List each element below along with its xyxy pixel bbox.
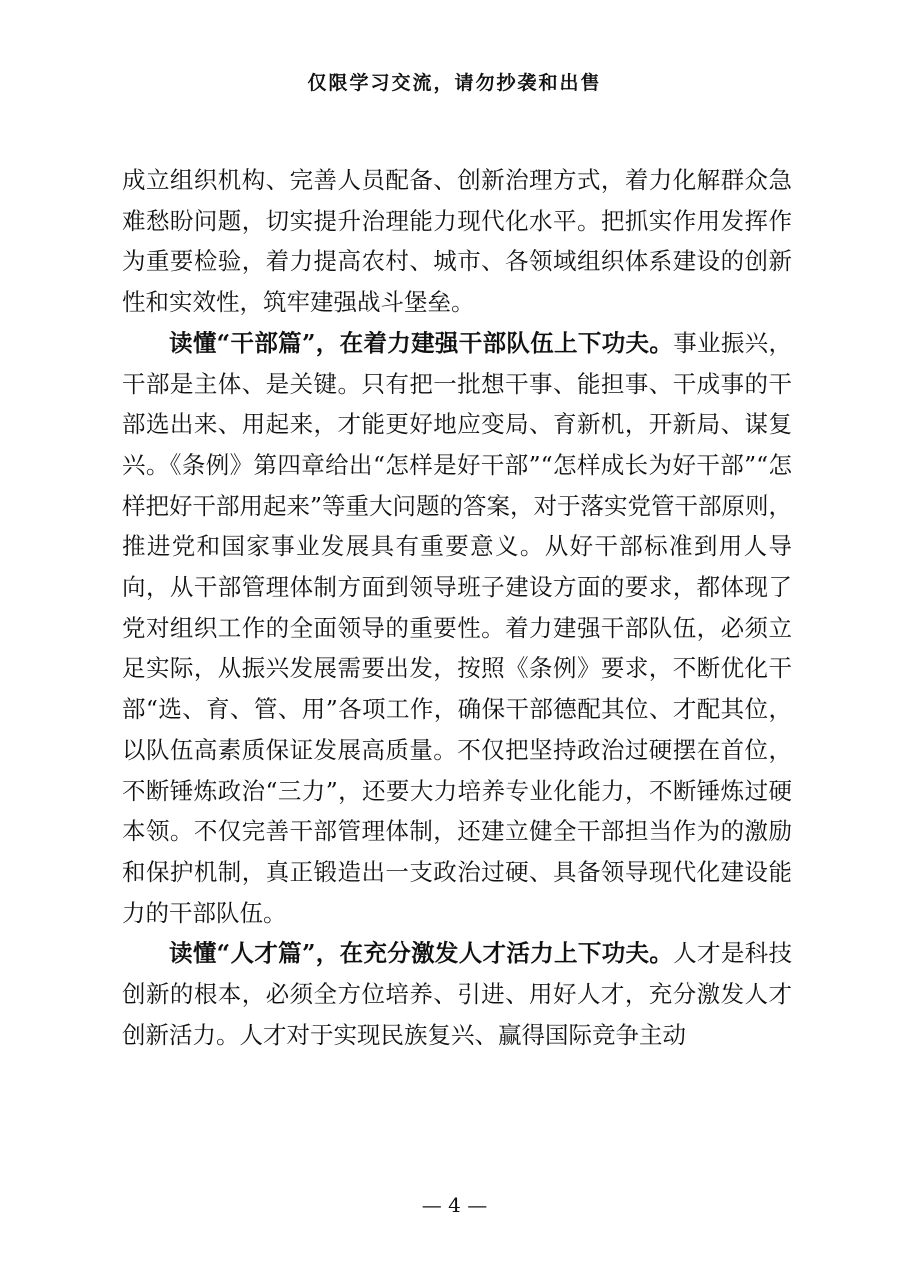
paragraph-text: 事业振兴，干部是主体、是关键。只有把一批想干事、能担事、干成事的干部选出来、用起来，才能更好地应变局、育新机，开新局、谋复兴。《条例》第四章给出“怎样是好干部”“怎样成长为好干部”“怎样把好干部用起来”等重大问题的答案，对于落实党管干部原则，推进党和国家事业发展具有重要意义。从好干部标准到用人导向，从干部管理体制方面到领导班子建设方面的要求，都体现了党对组织工作的全面领导的重要性。着力建强干部队伍，必须立足实际，从振兴发展需要出发，按照《条例》要求，不断优化干部“选、育、管、用”各项工作，确保干部德配其位、才配其位，以队伍高素质保证发展高质量。不仅把坚持政治过硬摆在首位，不断锤炼政治“三力”，还要大力培养专业化能力，不断锤炼过硬本领。不仅完善干部管理体制，还建立健全干部担当作为的激励和保护机制，真正锻造出一支政治过硬、具备领导现代化建设能力的干部队伍。 bbox=[122, 328, 793, 927]
paragraph-cadres bbox=[122, 323, 792, 934]
paragraph-lead: 读懂“人才篇”，在充分激发人才活力上下功夫。 bbox=[169, 939, 674, 968]
paragraph-talent bbox=[122, 933, 792, 1055]
paragraph-text: 成立组织机构、完善人员配备、创新治理方式，着力化解群众急难愁盼问题，切实提升治理能力现代化水平。把抓实作用发挥作为重要检验，着力提高农村、城市、各领域组织体系建设的创新性和实效性，筑牢建强战斗堡垒。 bbox=[122, 166, 792, 317]
paragraph-continuation bbox=[122, 160, 792, 323]
page-number: — 4 — bbox=[421, 1193, 488, 1217]
paragraph-lead: 读懂“干部篇”，在着力建强干部队伍上下功夫。 bbox=[169, 328, 674, 357]
document-body bbox=[122, 160, 792, 1055]
paragraph-text: 人才是科技创新的根本，必须全方位培养、引进、用好人才，充分激发人才创新活力。人才对于实现民族复兴、赢得国际竞争主动 bbox=[122, 939, 792, 1049]
watermark-header: 仅限学习交流，请勿抄袭和出售 bbox=[307, 72, 602, 94]
